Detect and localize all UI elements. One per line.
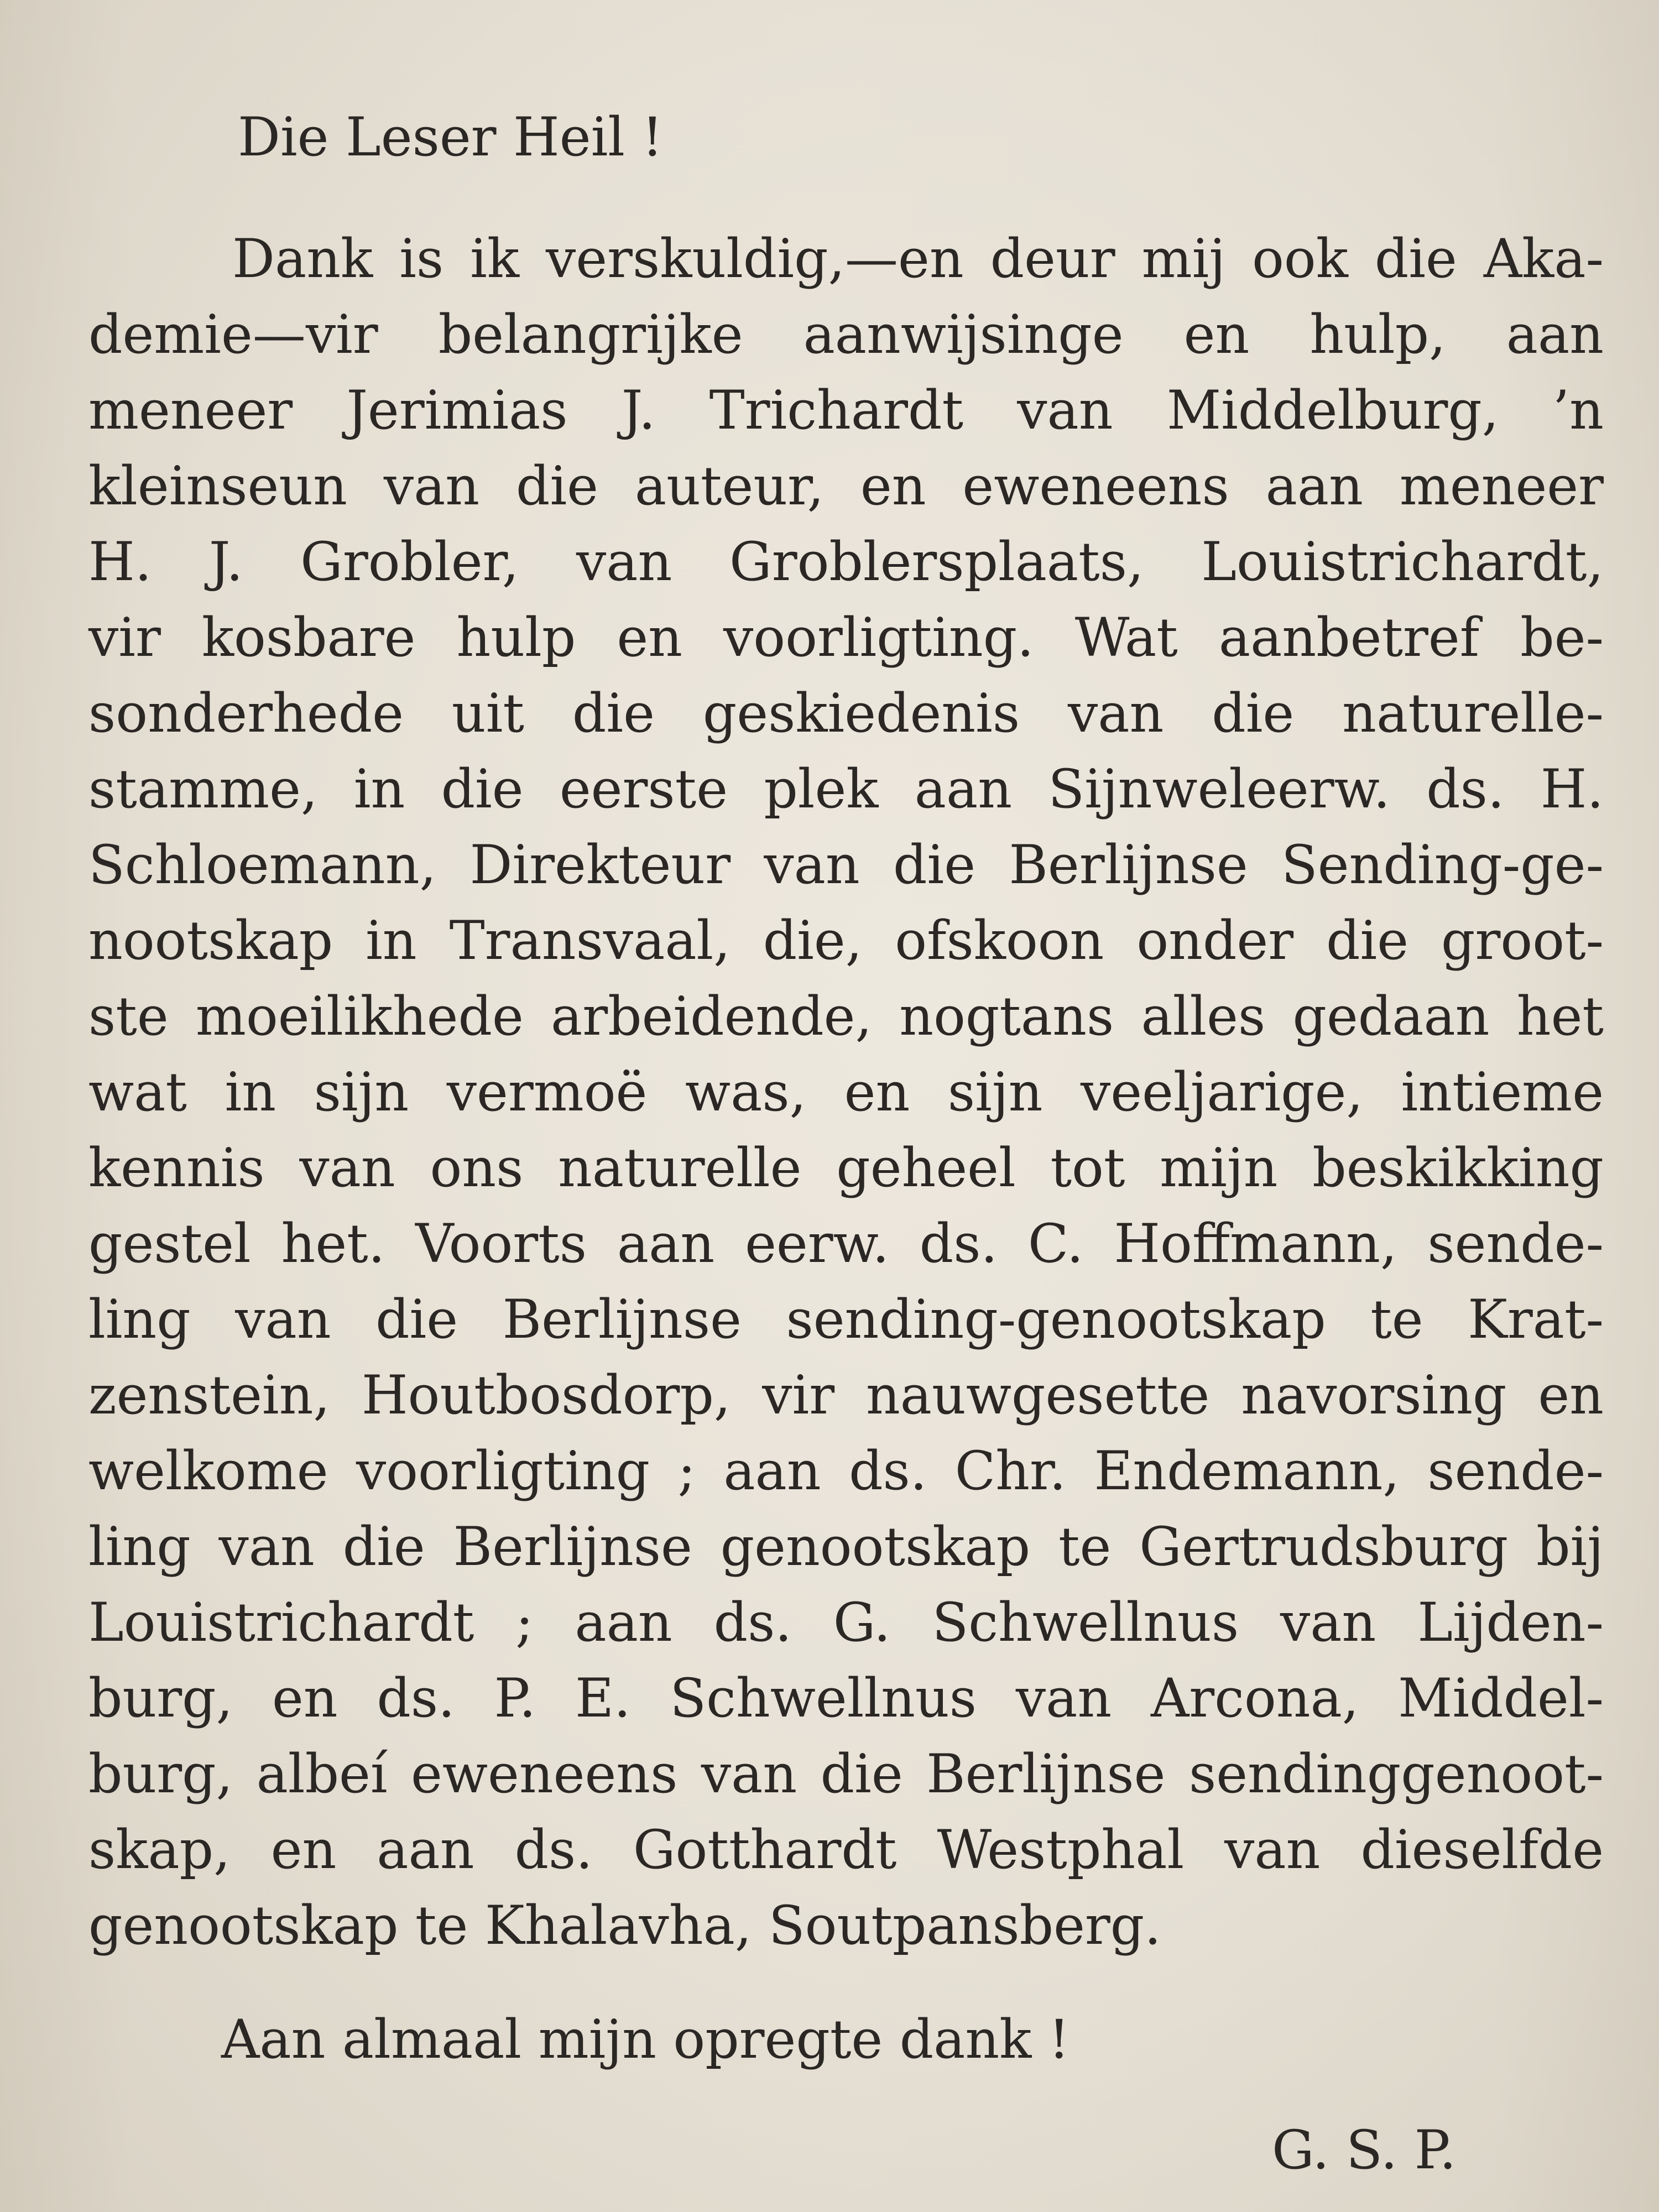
- paragraph-line: burg, en ds. P. E. Schwellnus van Arcona, Middel-: [88, 1667, 1604, 1729]
- paragraph-line: Schloemann, Direkteur van die Berlijnse Sending-ge-: [88, 834, 1604, 896]
- paragraph-line: sonderhede uit die geskiedenis van die naturelle-: [88, 682, 1604, 744]
- paragraph-line: Dank is ik verskuldig,—en deur mij ook die Aka-: [232, 228, 1604, 290]
- paragraph-line: ling van die Berlijnse sending-genootskap te Krat-: [88, 1288, 1604, 1350]
- acknowledgement-paragraph: [88, 221, 1604, 1964]
- paragraph-line: gestel het. Voorts aan eerw. ds. C. Hoffmann, sende-: [88, 1213, 1604, 1275]
- paragraph-line: Louistrichardt ; aan ds. G. Schwellnus van Lijden-: [88, 1592, 1604, 1653]
- paragraph-line: kennis van ons naturelle geheel tot mijn beskikking: [88, 1137, 1604, 1199]
- paragraph-line: ling van die Berlijnse genootskap te Gertrudsburg bij: [88, 1516, 1604, 1578]
- paragraph-line: wat in sijn vermoë was, en sijn veeljarige, intieme: [88, 1061, 1604, 1123]
- paragraph-line: nootskap in Transvaal, die, ofskoon onder die groot-: [88, 910, 1604, 972]
- salutation: Die Leser Heil !: [238, 106, 664, 168]
- paragraph-line: vir kosbare hulp en voorligting. Wat aanbetref be-: [88, 607, 1604, 669]
- paragraph-line: kleinseun van die auteur, en eweneens aan meneer: [88, 455, 1604, 517]
- paragraph-line: stamme, in die eerste plek aan Sijnweleerw. ds. H.: [88, 758, 1604, 820]
- paragraph-line: ste moeilikhede arbeidende, nogtans alles gedaan het: [88, 985, 1604, 1047]
- paragraph-line: welkome voorligting ; aan ds. Chr. Endemann, sende-: [88, 1440, 1604, 1502]
- paragraph-line: demie—vir belangrijke aanwijsinge en hulp, aan: [88, 304, 1604, 366]
- signature-initials: G. S. P.: [1272, 2119, 1457, 2181]
- closing-line: Aan almaal mijn opregte dank !: [221, 2008, 1070, 2070]
- paragraph-line: H. J. Grobler, van Groblersplaats, Louistrichardt,: [88, 531, 1604, 593]
- paragraph-line: zenstein, Houtbosdorp, vir nauwgesette navorsing en: [88, 1364, 1604, 1426]
- paragraph-line: skap, en aan ds. Gotthardt Westphal van dieselfde: [88, 1819, 1604, 1881]
- paragraph-line: burg, albeí eweneens van die Berlijnse sendinggenoot-: [88, 1743, 1604, 1805]
- paragraph-line: genootskap te Khalavha, Soutpansberg.: [88, 1895, 1161, 1957]
- paragraph-line: meneer Jerimias J. Trichardt van Middelburg, ’n: [88, 379, 1604, 441]
